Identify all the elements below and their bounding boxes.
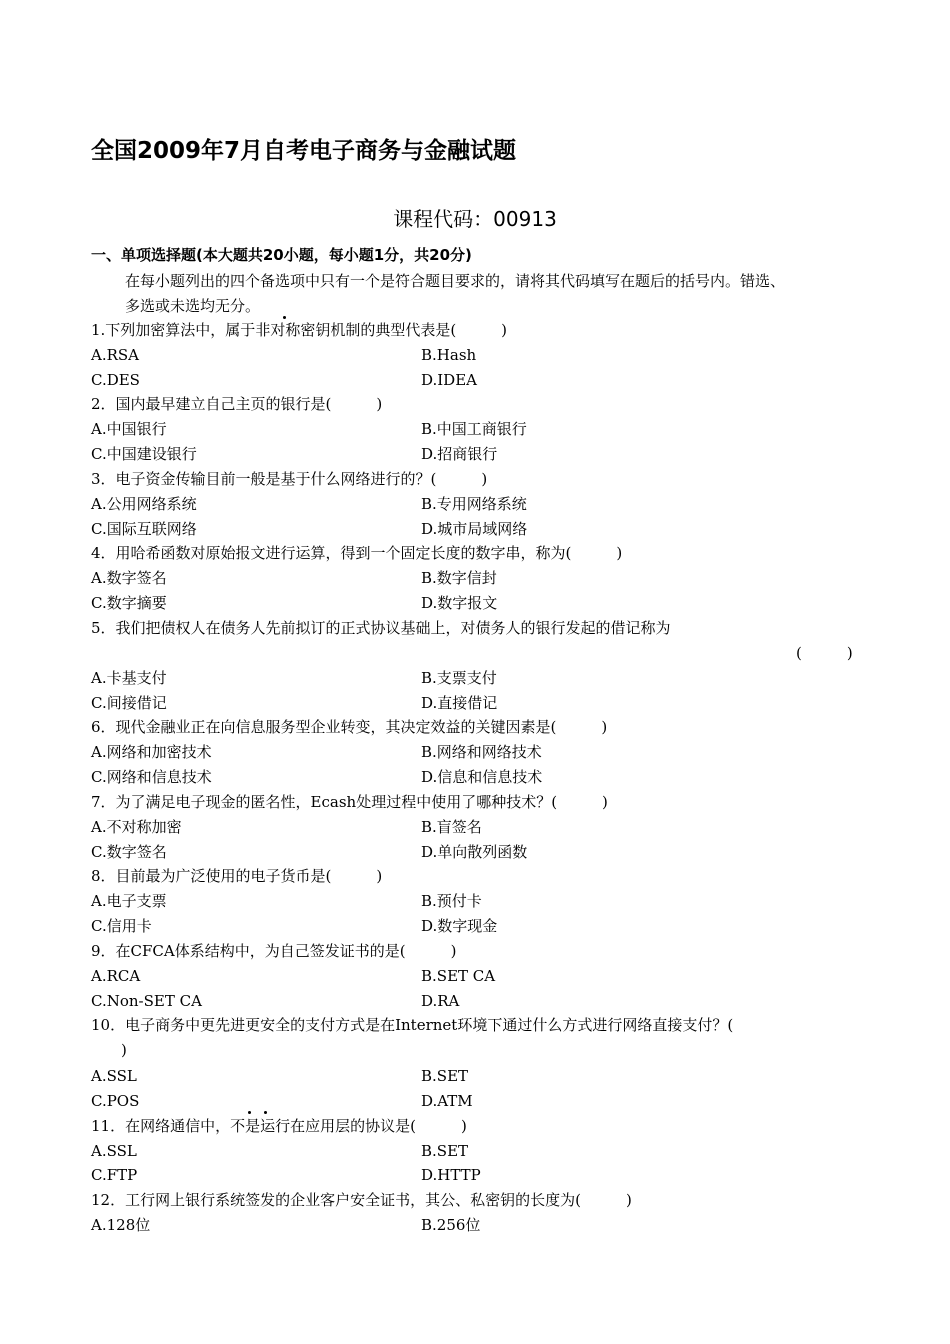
option-d: D.直接借记: [421, 694, 498, 712]
option-d: D.单向散列函数: [421, 843, 528, 861]
option-b: B.SET: [421, 1142, 469, 1160]
section-heading: 一、单项选择题(本大题共20小题，每小题1分，共20分): [91, 246, 472, 264]
option-b: B.中国工商银行: [421, 420, 527, 438]
option-c: C.数字摘要: [91, 594, 167, 612]
option-b: B.盲签名: [421, 818, 482, 836]
option-c: C.FTP: [91, 1166, 138, 1184]
option-c: C.中国建设银行: [91, 445, 197, 463]
option-d: D.RA: [421, 992, 460, 1010]
option-a: A.数字签名: [91, 569, 167, 587]
option-a: A.128位: [91, 1216, 151, 1234]
option-a: A.RCA: [91, 967, 141, 985]
question-4: 4．用哈希函数对原始报文进行运算，得到一个固定长度的数字串，称为( ): [91, 544, 623, 562]
option-b: B.Hash: [421, 346, 477, 364]
option-a: A.卡基支付: [91, 669, 167, 687]
option-b: B.网络和网络技术: [421, 743, 542, 761]
option-c: C.数字签名: [91, 843, 167, 861]
option-b: B.支票支付: [421, 669, 497, 687]
question-2: 2．国内最早建立自己主页的银行是( ): [91, 395, 383, 413]
option-a: A.不对称加密: [91, 818, 182, 836]
option-a: A.SSL: [91, 1142, 137, 1160]
option-a: A.公用网络系统: [91, 495, 197, 513]
instruction-line-1: 在每小题列出的四个备选项中只有一个是符合题目要求的，请将其代码填写在题后的括号内。错选、: [125, 272, 786, 290]
option-d: D.IDEA: [421, 371, 477, 389]
option-b: B.数字信封: [421, 569, 497, 587]
question-1: 1.下列加密算法中，属于非对称密钥机制的典型代表是( ): [91, 321, 508, 339]
emphasis-dot: [248, 1111, 251, 1114]
question-11: 11．在网络通信中，不是运行在应用层的协议是( ): [91, 1117, 467, 1135]
option-c: C.信用卡: [91, 917, 152, 935]
option-b: B.预付卡: [421, 892, 482, 910]
option-a: A.网络和加密技术: [91, 743, 212, 761]
option-a: A.中国银行: [91, 420, 167, 438]
option-d: D.数字报文: [421, 594, 498, 612]
course-code: 课程代码：00913: [393, 207, 557, 231]
question-3: 3．电子资金传输目前一般是基于什么网络进行的？( ): [91, 470, 488, 488]
emphasis-dot: [264, 1111, 267, 1114]
question-12: 12．工行网上银行系统签发的企业客户安全证书，其公、私密钥的长度为( ): [91, 1191, 632, 1209]
option-a: A.SSL: [91, 1067, 137, 1085]
option-b: B.256位: [421, 1216, 481, 1234]
question-10: 10．电子商务中更先进更安全的支付方式是在Internet环境下通过什么方式进行网络直接支付？(: [91, 1016, 734, 1034]
option-c: C.国际互联网络: [91, 520, 197, 538]
option-d: D.数字现金: [421, 917, 498, 935]
option-b: B.专用网络系统: [421, 495, 527, 513]
option-d: D.ATM: [421, 1092, 473, 1110]
question-9: 9．在CFCA体系结构中，为自己签发证书的是( ): [91, 942, 457, 960]
option-d: D.招商银行: [421, 445, 498, 463]
option-a: A.RSA: [91, 346, 140, 364]
option-a: A.电子支票: [91, 892, 167, 910]
option-c: C.间接借记: [91, 694, 167, 712]
option-c: C.Non-SET CA: [91, 992, 202, 1010]
page-title: 全国2009年7月自考电子商务与金融试题: [91, 138, 517, 164]
option-b: B.SET CA: [421, 967, 496, 985]
question-6: 6．现代金融业正在向信息服务型企业转变，其决定效益的关键因素是( ): [91, 718, 608, 736]
option-d: D.HTTP: [421, 1166, 481, 1184]
question-7: 7．为了满足电子现金的匿名性，Ecash处理过程中使用了哪种技术？( ): [91, 793, 608, 811]
question-5: 5．我们把债权人在债务人先前拟订的正式协议基础上，对债务人的银行发起的借记称为: [91, 619, 671, 637]
answer-parentheses: ( ): [796, 644, 853, 662]
instruction-line-2: 多选或未选均无分。: [125, 297, 261, 315]
option-d: D.信息和信息技术: [421, 768, 543, 786]
option-b: B.SET: [421, 1067, 469, 1085]
question-8: 8．目前最为广泛使用的电子货币是( ): [91, 867, 383, 885]
emphasis-dot: [283, 316, 286, 319]
option-c: C.DES: [91, 371, 140, 389]
answer-parentheses: ): [121, 1041, 127, 1059]
option-c: C.网络和信息技术: [91, 768, 212, 786]
option-d: D.城市局域网络: [421, 520, 528, 538]
option-c: C.POS: [91, 1092, 140, 1110]
